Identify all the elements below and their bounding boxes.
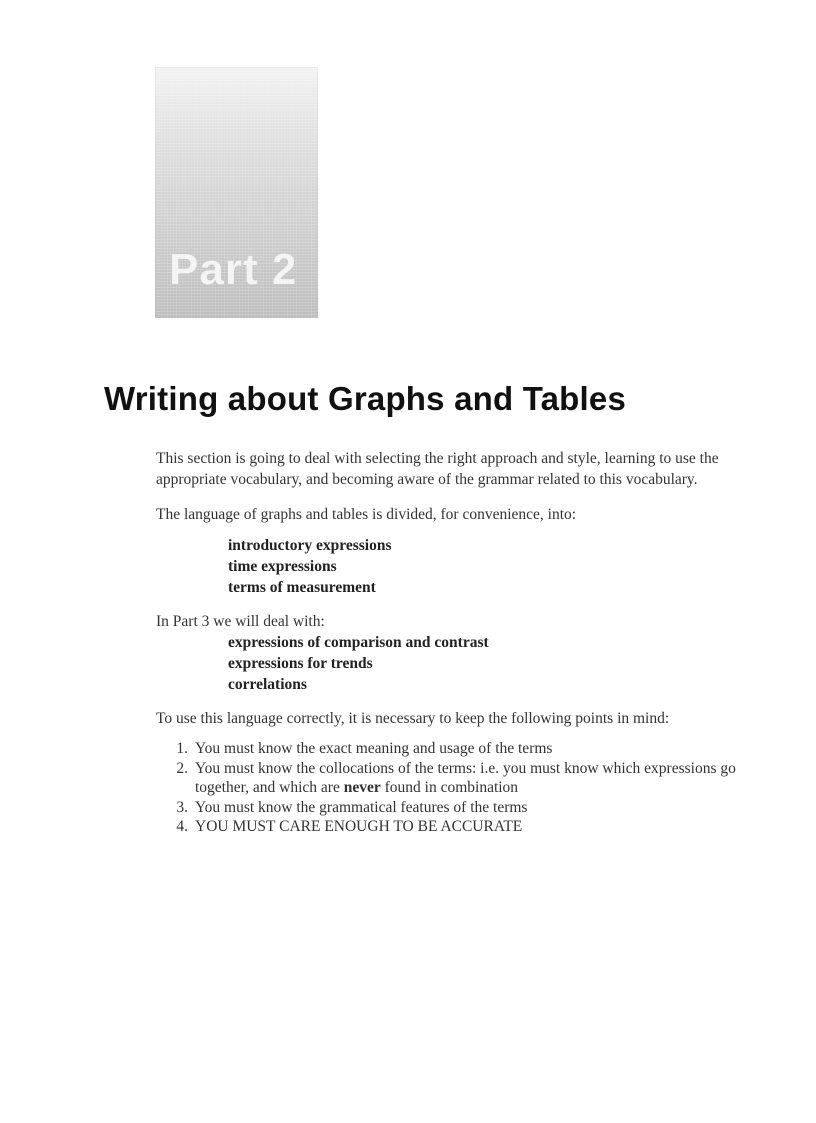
point-text (195, 759, 736, 798)
list-item: expressions for trends (228, 655, 373, 672)
list-item (174, 798, 736, 818)
list-item: introductory expressions (228, 537, 392, 554)
list-item: correlations (228, 676, 307, 693)
section-body (156, 448, 736, 837)
point-number: 3. (176, 798, 188, 816)
point-text: YOU MUST CARE ENOUGH TO BE ACCURATE (195, 818, 523, 835)
list-item: expressions of comparison and contrast (228, 634, 489, 651)
language-lead: The language of graphs and tables is divided, for convenience, into: (156, 506, 577, 523)
point-number: 4. (176, 818, 188, 835)
part-label: Part 2 (169, 245, 298, 294)
points-list (156, 739, 736, 837)
list-item: time expressions (228, 558, 337, 575)
point-text-end: found in combination (380, 779, 519, 796)
part3-term-list (156, 632, 736, 695)
point-text: You must know the exact meaning and usage of the terms (195, 740, 553, 757)
points-lead: To use this language correctly, it is necessary to keep the following points in mind: (156, 710, 670, 727)
chapter-title: Writing about Graphs and Tables (104, 380, 627, 417)
intro-paragraph: This section is going to deal with selecting the right approach and style, learning to use the appropriate vocabulary, and becoming aware of the grammar related to this vocabulary. (156, 450, 719, 488)
part-banner (155, 67, 318, 318)
list-item (174, 759, 736, 798)
point-number: 2. (176, 759, 188, 777)
list-item (174, 739, 736, 759)
language-term-list (156, 535, 736, 598)
point-text-start: You must know the collocations of the terms: i.e. you must know which expressions go together, and which are (195, 759, 736, 796)
point-text: You must know the grammatical features of the terms (195, 798, 528, 816)
point-number: 1. (176, 740, 188, 757)
list-item: terms of measurement (228, 579, 376, 596)
emphasis-never: never (343, 779, 381, 796)
part3-lead: In Part 3 we will deal with: (156, 613, 325, 630)
list-item (174, 817, 736, 837)
